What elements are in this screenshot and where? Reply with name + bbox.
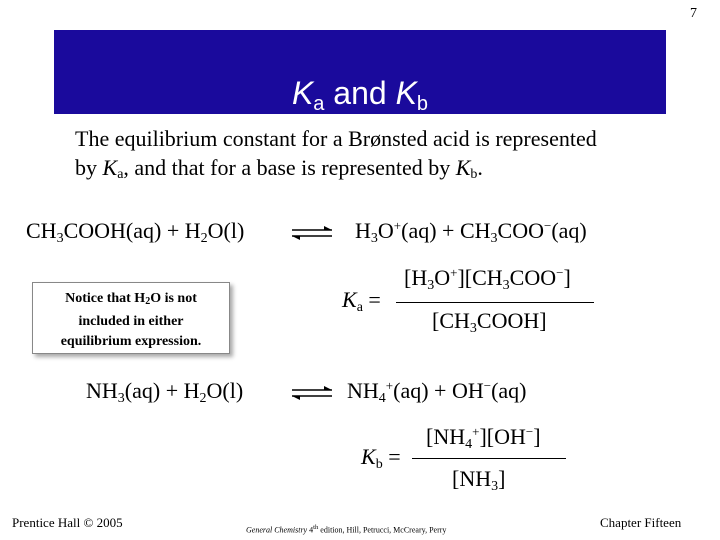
ka-numerator: $[H_3O^+][CH_3COO^-]$ <box>404 265 571 293</box>
intro-line-1: The equilibrium constant for a Brønsted acid is represented <box>75 126 597 151</box>
acid-equation-reactants: $CH_3COOH(aq) + H_2O(l)$ <box>26 218 245 246</box>
footer-chapter: Chapter Fifteen <box>600 515 682 530</box>
ka-fraction-bar <box>396 302 594 303</box>
footer-publisher: Prentice Hall © 2005 <box>12 515 123 530</box>
acid-equation-products: $H_3O^+(aq) + CH_3COO^-(aq)$ <box>355 218 587 246</box>
intro-text <box>75 124 675 189</box>
ka-denominator: $[CH_3COOH]$ <box>432 308 547 336</box>
footer-citation: General Chemistry 4th edition, Hill, Petrucci, McCreary, Perry <box>246 524 447 535</box>
kb-denominator: $[NH_3]$ <box>452 466 506 494</box>
title-banner <box>54 30 666 114</box>
slide-title: $K_a$ and $K_b$ <box>291 75 429 115</box>
base-equation-products: $NH_4^+(aq) + OH^-(aq)$ <box>347 378 527 406</box>
intro-line-2: by $K_a$, and that for a base is represented by $K_b$. <box>75 155 483 182</box>
note-line-2: included in either <box>78 314 184 329</box>
equilibrium-arrow-icon <box>290 386 334 400</box>
page-number: 7 <box>690 6 697 21</box>
ka-label: $K_a$ = <box>342 287 381 315</box>
kb-fraction-bar <box>412 458 566 459</box>
note-callout <box>32 282 230 354</box>
equilibrium-arrow-icon <box>290 226 334 240</box>
kb-label: $K_b$ = <box>361 444 401 472</box>
note-line-1: Notice that $H_2O$ is not <box>65 291 197 307</box>
base-equation-reactants: $NH_3(aq) + H_2O(l)$ <box>86 378 244 406</box>
note-line-3: equilibrium expression. <box>60 334 202 349</box>
kb-numerator: $[NH_4^+][OH^-]$ <box>426 424 541 452</box>
